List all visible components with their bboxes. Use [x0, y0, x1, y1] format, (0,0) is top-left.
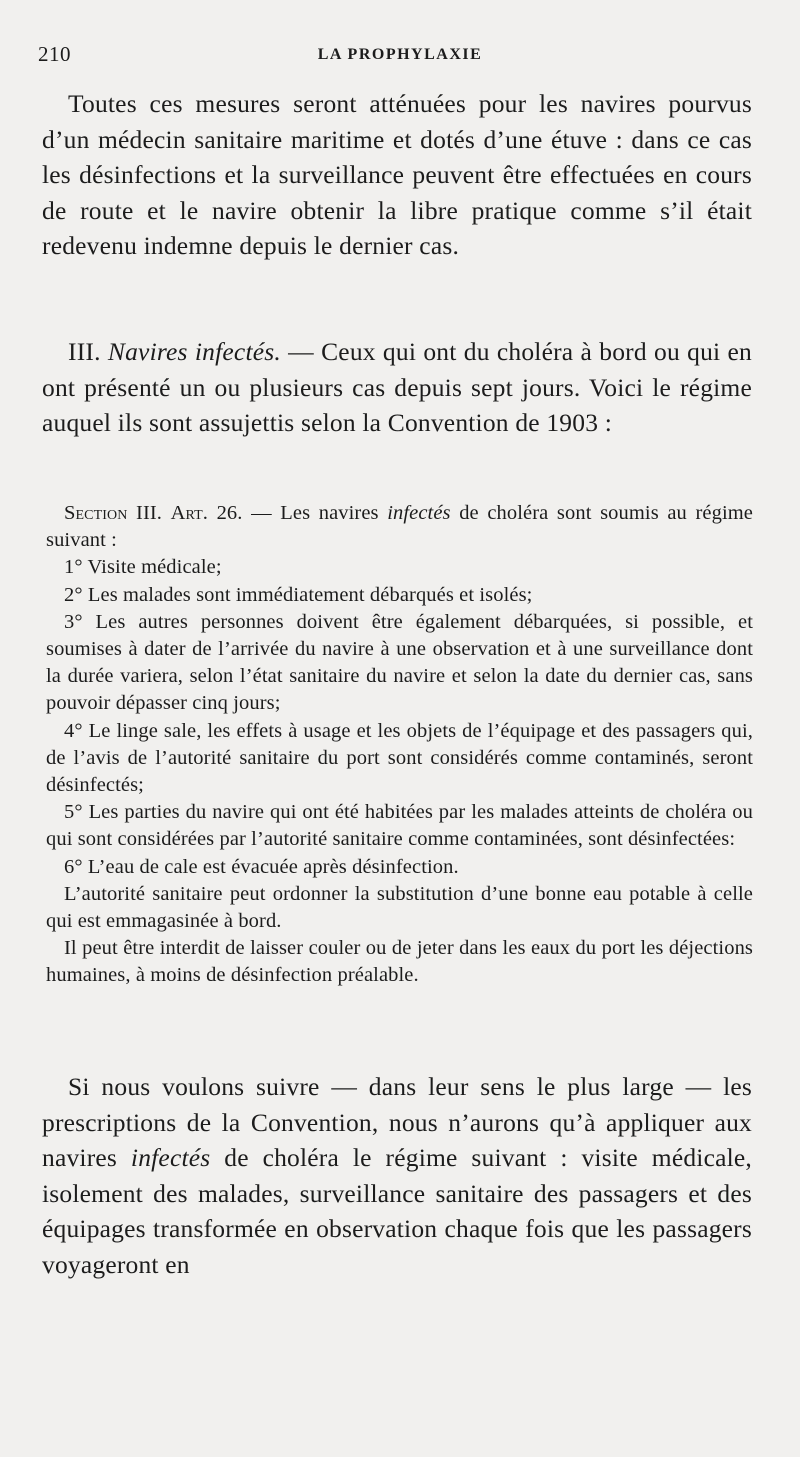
intro-italic: infectés — [387, 502, 451, 524]
convention-item: 6° L’eau de cale est évacuée après désinfection. — [64, 855, 459, 878]
paragraph-italic: infectés — [130, 1143, 211, 1172]
convention-item: 5° Les parties du navire qui ont été habitées par les malades atteints de choléra ou qui sont considérées par l’autorité sanitaire comme contaminées, sont désinfectées: — [46, 801, 753, 851]
page-number: 210 — [38, 42, 71, 66]
paragraph-text — [42, 1069, 752, 1282]
paragraph-text — [42, 334, 752, 441]
convention-item: L’autorité sanitaire peut ordonner la substitution d’une bonne eau potable à celle qui est emmagasinée à bord. — [46, 882, 753, 933]
article-label: Art. — [170, 502, 208, 524]
paragraph-body: de choléra le régime suivant : visite médicale, isolement des malades, surveillance sanitaire des passagers et des équipages transformée en observation chaque fois que les passagers voyageront en — [42, 1143, 752, 1279]
paragraph-body: Si nous voulons suivre — dans leur sens le plus large — les prescriptions de la Convention, nous n’aurons qu’à appliquer aux navires — [42, 1072, 752, 1172]
convention-item: Il peut être interdit de laisser couler ou de jeter dans les eaux du port les déjections humaines, à moins de désinfection préalable. — [46, 937, 753, 987]
intro-text: 26. — Les navires — [208, 502, 388, 524]
convention-intro — [46, 500, 753, 554]
intro-end: de choléra sont soumis au régime suivant : — [46, 502, 753, 552]
section-numeral: III. — [68, 337, 101, 366]
convention-extract — [46, 500, 753, 990]
section-number: III. — [127, 502, 171, 524]
paragraph-mesures — [42, 86, 752, 264]
convention-item: 2° Les malades sont immédiatement débarqués et isolés; — [64, 583, 533, 606]
paragraph-navires-infectes — [42, 334, 752, 441]
paragraph-body: — Ceux qui ont du choléra à bord ou qui en ont présenté un ou plusieurs cas depuis sept jours. Voici le régime auquel ils sont assujettis selon la Convention de 1903 : — [42, 337, 753, 437]
running-title: LA PROPHYLAXIE — [317, 46, 483, 63]
convention-item: 1° Visite médicale; — [64, 556, 222, 579]
convention-item: 3° Les autres personnes doivent être également débarquées, si possible, et soumises à dater de l’arrivée du navire à une observation et à une surveillance dont la durée variera, selon l’état sanitaire du navire et selon la date du dernier cas, sans pouvoir dépasser cinq jours; — [46, 610, 753, 715]
paragraph-text: Toutes ces mesures seront atténuées pour les navires pourvus d’un médecin sanitaire maritime et dotés d’une étuve : dans ce cas les désinfections et la surveillance peuvent être effectuées en cours de route et le navire obtenir la libre pratique comme s’il était redevenu indemne depuis le dernier cas. — [42, 89, 752, 260]
page-header — [38, 42, 762, 72]
section-heading: Navires infectés. — [107, 337, 281, 366]
convention-item: 4° Le linge sale, les effets à usage et les objets de l’équipage et des passagers qui, de l’avis de l’autorité sanitaire du port sont considérés comme contaminés, seront désinfectés; — [46, 719, 753, 797]
paragraph-conclusion — [42, 1069, 752, 1282]
section-label: Section — [64, 502, 128, 524]
